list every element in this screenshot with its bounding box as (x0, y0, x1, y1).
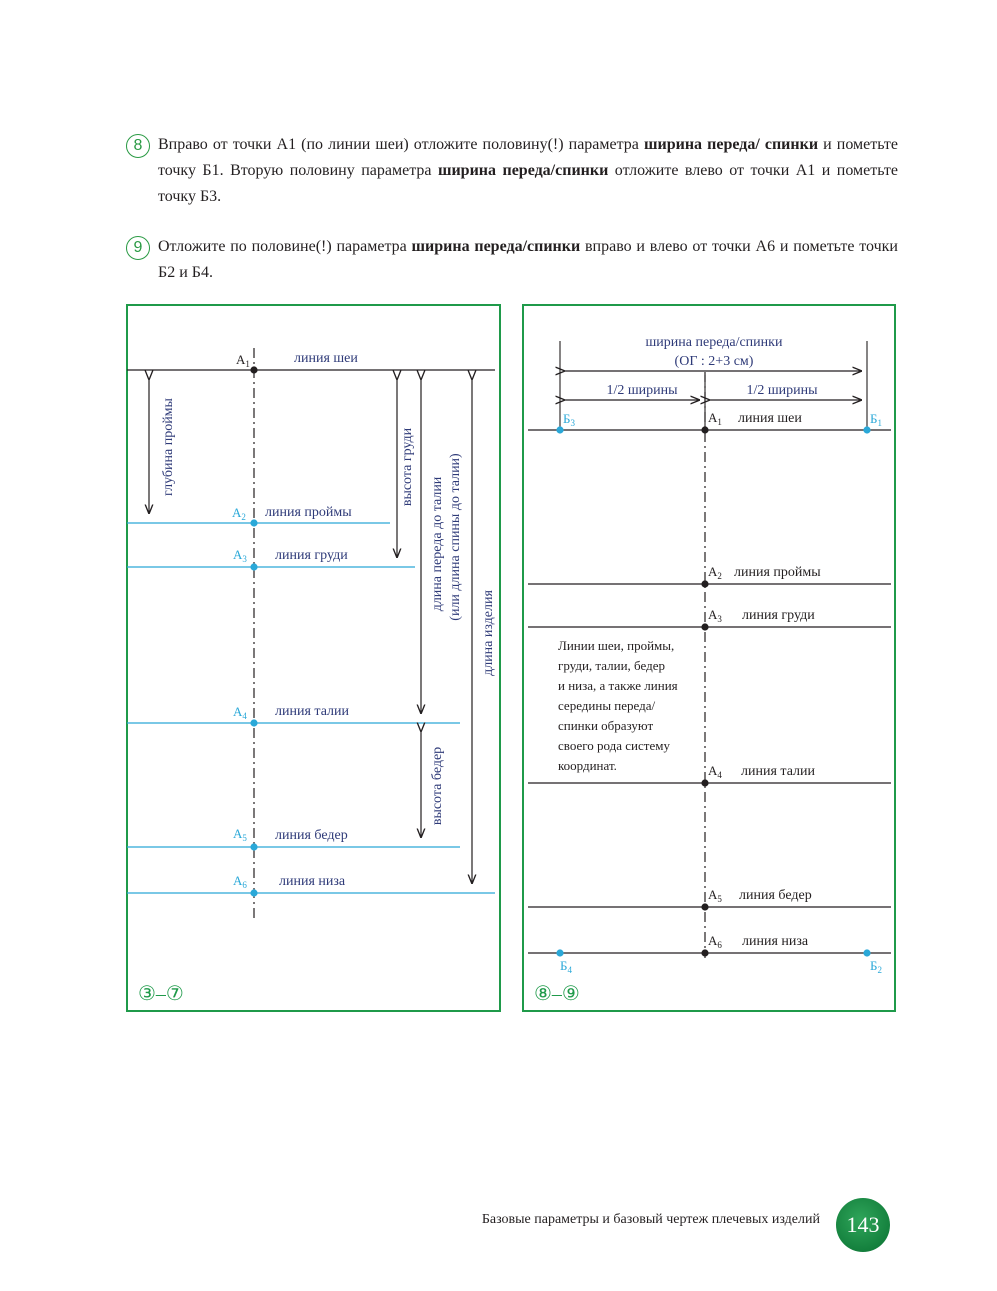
label-waist-length-1: длина переда до талии (430, 476, 445, 612)
step-number: 9 (126, 236, 150, 260)
page-number: 143 (836, 1198, 890, 1252)
point-a1 (250, 366, 257, 373)
label-b1: $Б_1$ (870, 411, 882, 428)
label-b3: $Б_3$ (563, 411, 575, 428)
label-a6: $А_6$ (233, 873, 247, 890)
point-a6 (701, 949, 708, 956)
point-a6 (250, 889, 257, 896)
point-b4 (556, 949, 563, 956)
label-a3: $А_3$ (708, 607, 722, 624)
label-bust-line: линия груди (275, 548, 348, 563)
label-a1: $А_1$ (236, 352, 250, 369)
left-frame (127, 305, 500, 1011)
label-width-formula: (ОГ : 2+3 см) (674, 354, 754, 369)
label-hem-line: линия низа (742, 934, 809, 949)
label-width: ширина переда/спинки (645, 335, 783, 350)
label-half-left: 1/2 ширины (606, 383, 678, 398)
left-diagram (127, 305, 500, 1011)
point-a3 (701, 623, 708, 630)
step-text: Вправо от точки А1 (по линии шеи) отложите половину(!) параметра ширина переда/ спинки и пометьте точку Б1. Вторую половину параметра ширина переда/спинки отложите влево от точки А1 и пометьте точку Б3. (158, 136, 899, 205)
point-a5 (701, 903, 708, 910)
point-a1 (701, 426, 708, 433)
point-a4 (701, 779, 708, 786)
label-armhole-depth: глубина проймы (161, 398, 176, 496)
right-step-badge: ⑧–⑨ (534, 983, 580, 1005)
step-text: Отложите по половине(!) параметра ширина переда/спинки вправо и влево от точки А6 и пометьте точки Б2 и Б4. (158, 238, 898, 281)
label-a3: $А_3$ (233, 547, 247, 564)
point-a4 (250, 719, 257, 726)
label-neck-line: линия шеи (294, 351, 358, 366)
label-waist-length-2: (или длина спины до талии) (448, 453, 463, 621)
label-hip-line: линия бедер (275, 828, 348, 843)
point-a5 (250, 843, 257, 850)
coordinate-note: Линии шеи, проймы, груди, талии, бедер и низа, а также линия середины переда/ спинки образуют своего рода систему координат. (558, 638, 678, 773)
step-number: 8 (126, 134, 150, 158)
label-a5: $А_5$ (233, 826, 247, 843)
label-garment-length: длина изделия (481, 590, 496, 676)
point-b3 (556, 426, 563, 433)
label-hip-line: линия бедер (739, 888, 812, 903)
point-b1 (863, 426, 870, 433)
label-a6: $А_6$ (708, 933, 722, 950)
point-a2 (250, 519, 257, 526)
point-a2 (701, 580, 708, 587)
point-b2 (863, 949, 870, 956)
label-b4: $Б_4$ (560, 958, 572, 975)
label-armhole-line: линия проймы (734, 565, 821, 580)
label-half-right: 1/2 ширины (746, 383, 818, 398)
label-a2: $А_2$ (232, 505, 246, 522)
label-hip-height: высота бедер (430, 746, 445, 826)
running-footer: Базовые параметры и базовый чертеж плечевых изделий (481, 1212, 820, 1227)
label-neck-line: линия шеи (738, 411, 802, 426)
label-a2: $А_2$ (708, 564, 722, 581)
label-waist-line: линия талии (275, 704, 349, 719)
label-a4: $А_4$ (708, 763, 722, 780)
label-bust-line: линия груди (742, 608, 815, 623)
label-bust-height: высота груди (400, 427, 415, 507)
label-waist-line: линия талии (741, 764, 815, 779)
point-a3 (250, 563, 257, 570)
label-a1: $А_1$ (708, 410, 722, 427)
label-a4: $А_4$ (233, 704, 247, 721)
label-a5: $А_5$ (708, 887, 722, 904)
label-b2: $Б_2$ (870, 958, 882, 975)
left-step-badge: ③–⑦ (138, 983, 184, 1005)
label-armhole-line: линия проймы (265, 505, 352, 520)
label-hem-line: линия низа (279, 874, 346, 889)
